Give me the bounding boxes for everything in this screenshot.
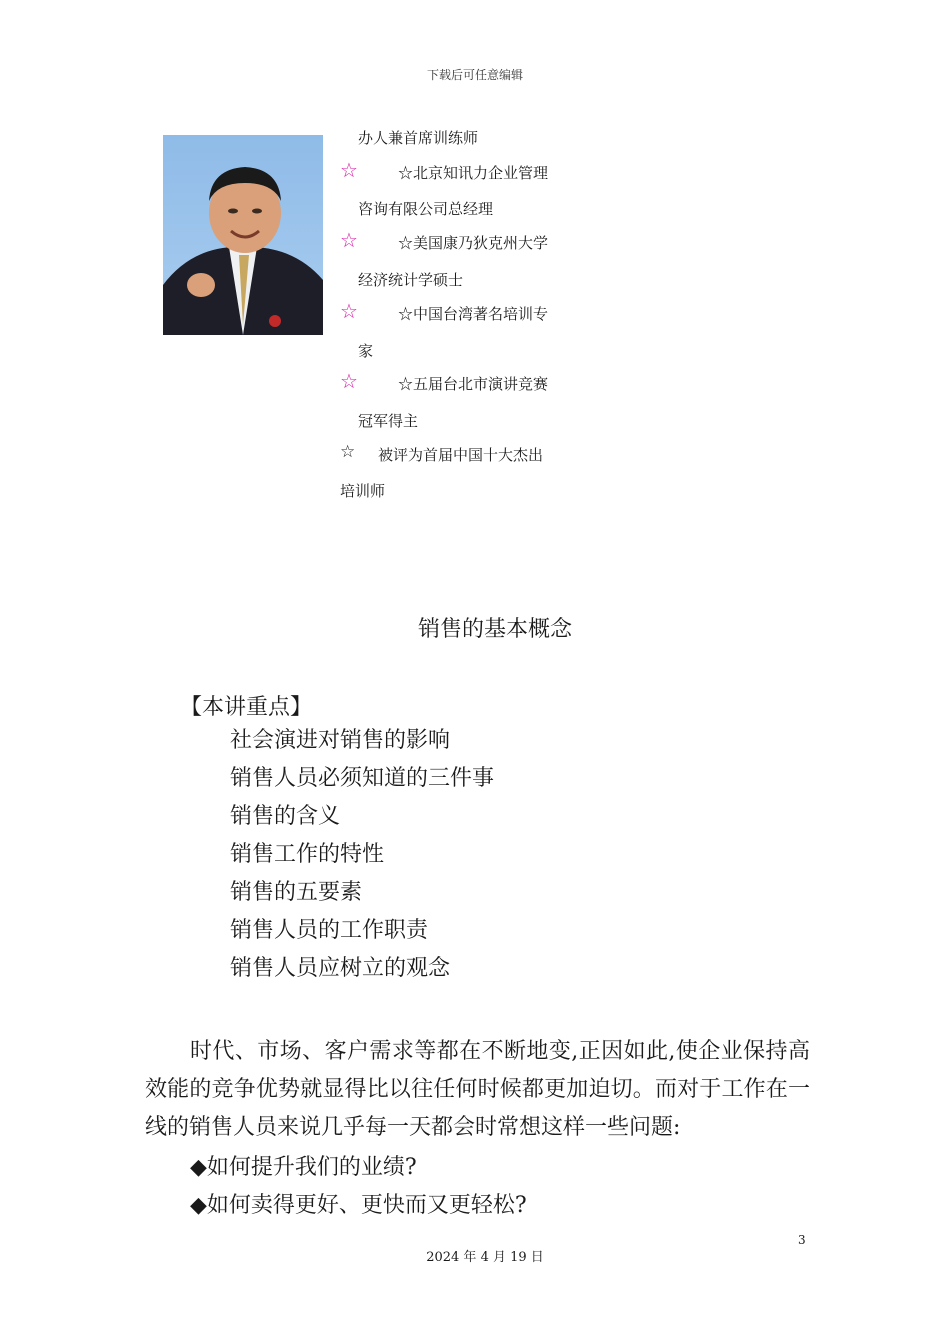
bio-item-cont: 培训师	[340, 482, 386, 500]
star-icon: ☆	[340, 369, 358, 393]
key-points-heading: 【本讲重点】	[180, 695, 313, 720]
key-point: 销售的含义	[230, 804, 341, 829]
star-icon: ☆	[340, 442, 356, 462]
bio-item-cont: 咨询有限公司总经理	[358, 200, 494, 218]
star-icon: ☆	[340, 158, 358, 182]
bio-item-text: ☆北京知讯力企业管理	[398, 164, 549, 182]
bio-item-cont: 家	[358, 342, 374, 360]
question-item: ◆如何卖得更好、更快而又更轻松?	[190, 1193, 527, 1218]
key-point: 销售人员应树立的观念	[230, 956, 451, 981]
key-point: 销售的五要素	[230, 880, 363, 905]
star-icon: ☆	[340, 228, 358, 252]
bio-item-text: ☆五届台北市演讲竞赛	[398, 375, 549, 393]
page-footer-date: 2024 年 4 月 19 日	[426, 1250, 544, 1265]
bio-line: 办人兼首席训练师	[358, 129, 479, 147]
bio-item-text: ☆美国康乃狄克州大学	[398, 234, 549, 252]
page-header: 下载后可任意编辑	[426, 68, 523, 82]
page-number: 3	[798, 1233, 806, 1247]
bio-item-text: ☆中国台湾著名培训专	[398, 305, 549, 323]
section-title: 销售的基本概念	[417, 617, 572, 642]
key-point: 销售人员的工作职责	[230, 918, 429, 943]
trainer-photo	[163, 135, 323, 335]
key-point: 社会演进对销售的影响	[230, 728, 451, 753]
bio-item-cont: 冠军得主	[358, 412, 419, 430]
key-point: 销售工作的特性	[230, 842, 385, 867]
key-points-list	[230, 728, 494, 994]
bio-item-text: 被评为首届中国十大杰出	[378, 446, 544, 464]
question-item: ◆如何提升我们的业绩?	[190, 1155, 417, 1180]
bio-item-cont: 经济统计学硕士	[358, 271, 464, 289]
star-icon: ☆	[340, 299, 358, 323]
key-point: 销售人员必须知道的三件事	[230, 766, 495, 791]
body-paragraph: 时代、市场、客户需求等都在不断地变,正因如此,使企业保持高效能的竞争优势就显得比以往任何时候都更加迫切。而对于工作在一线的销售人员来说几乎每一天都会时常想这样一些问题:	[145, 1039, 810, 1140]
